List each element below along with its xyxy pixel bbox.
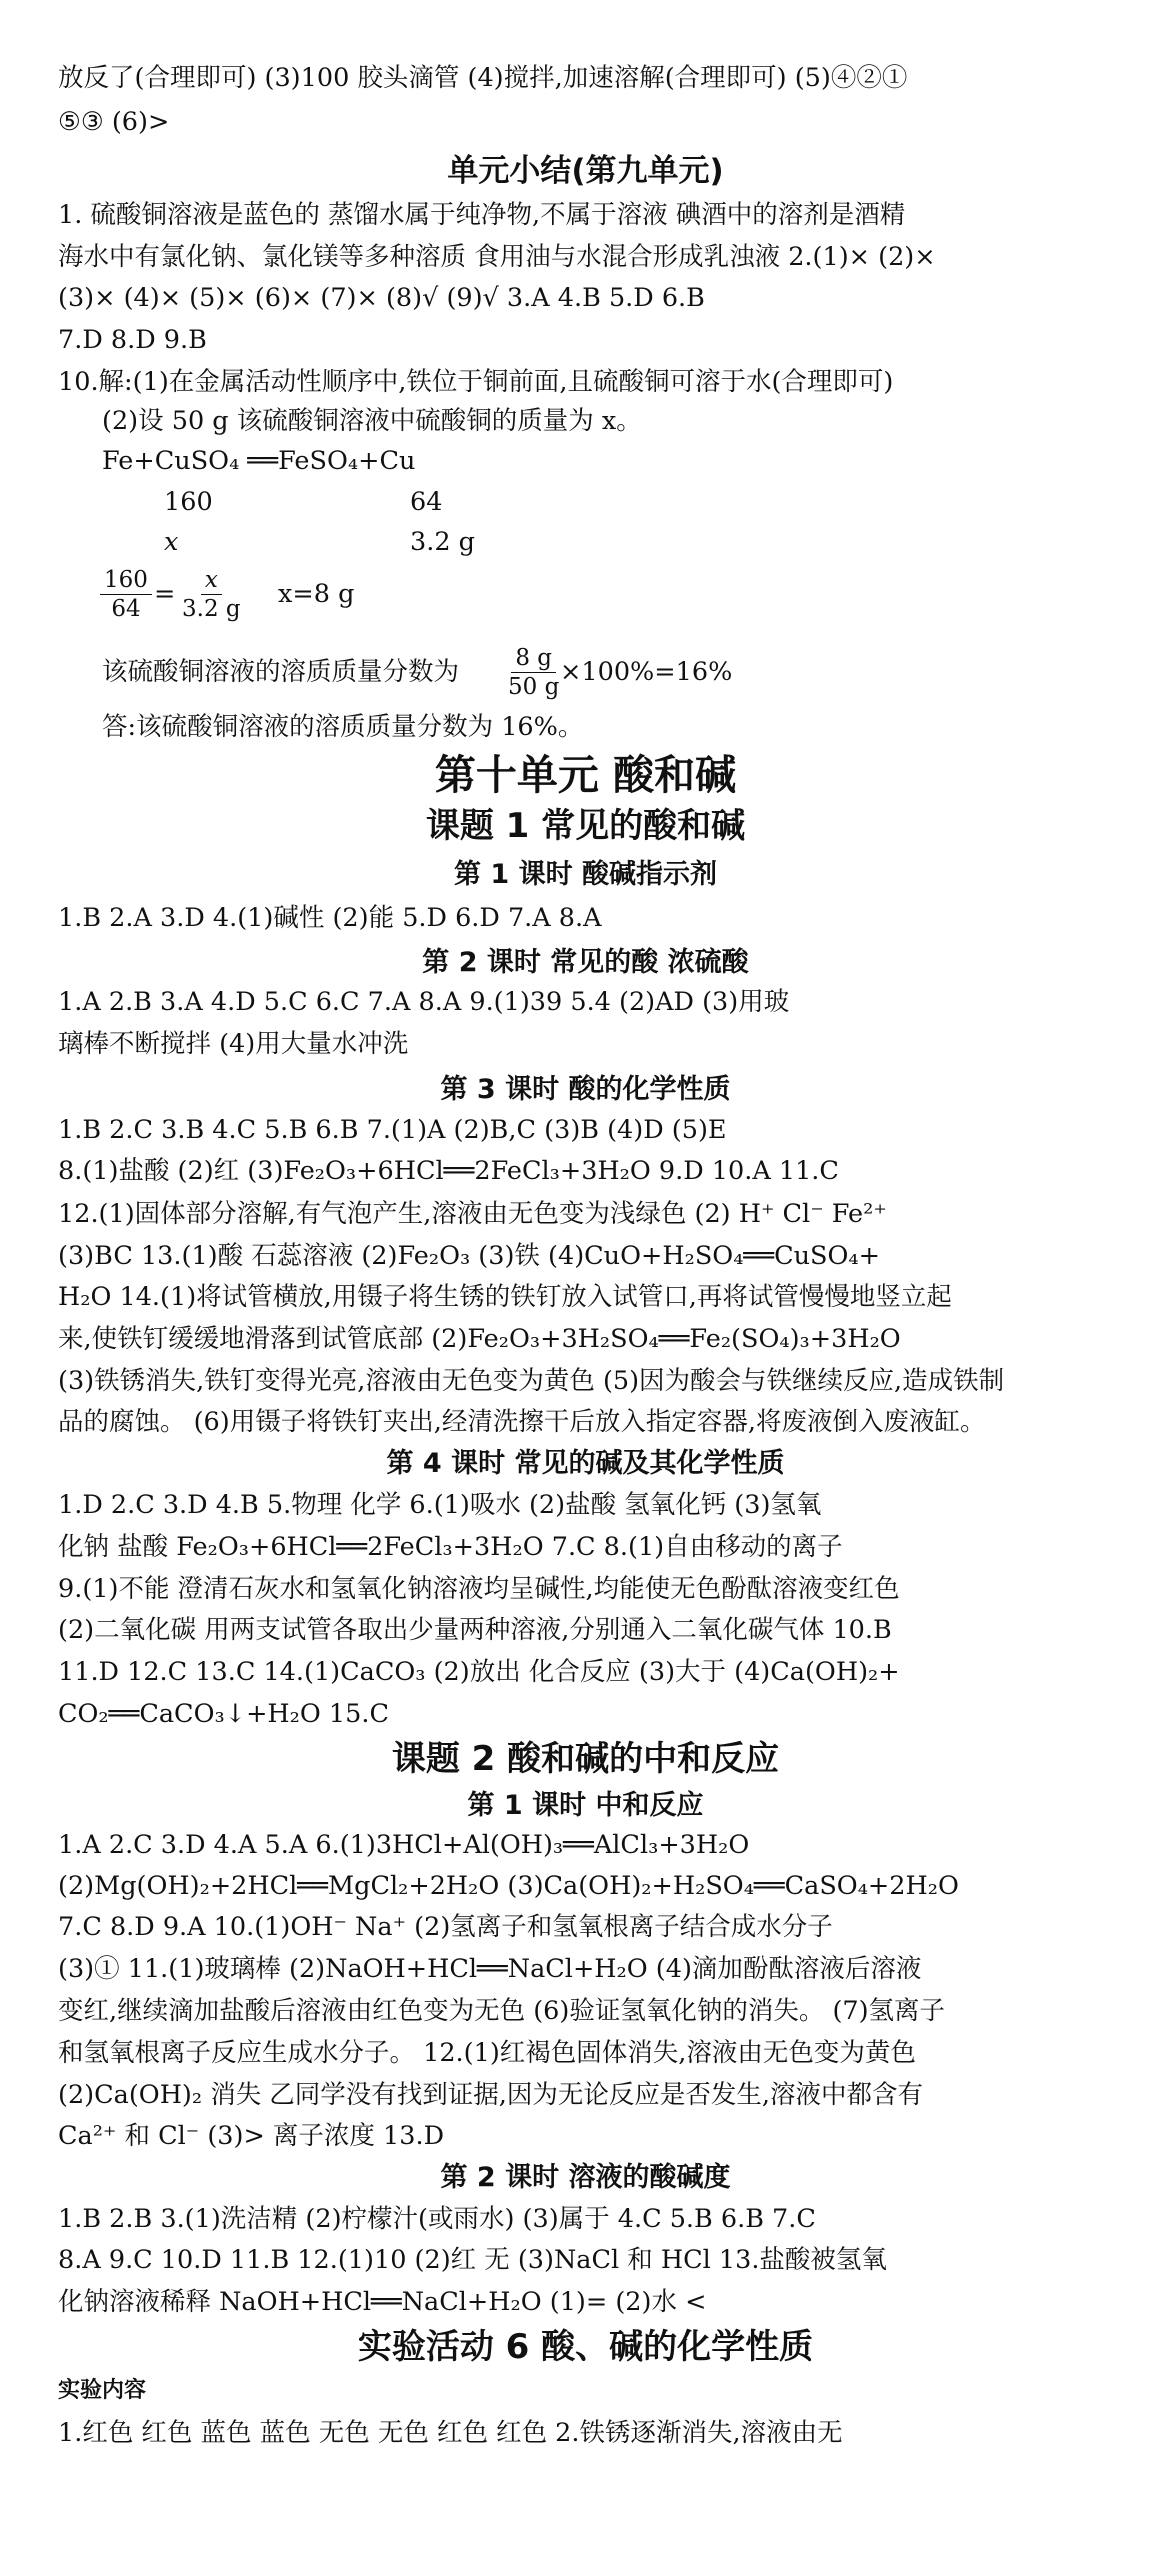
text-line: 7.C 8.D 9.A 10.(1)OH⁻ Na⁺ (2)氢离子和氢氧根离子结合成水分子	[58, 1912, 833, 1942]
text-line: 化钠 盐酸 Fe₂O₃+6HCl══2FeCl₃+3H₂O 7.C 8.(1)自由移动的离子	[58, 1532, 843, 1562]
text-line: 1.A 2.B 3.A 4.D 5.C 6.C 7.A 8.A 9.(1)39 5.4 (2)AD (3)用玻	[58, 987, 790, 1017]
chemical-equation: Fe+CuSO₄ ══FeSO₄+Cu	[102, 446, 416, 476]
calc-value: 64	[410, 487, 443, 517]
text-line: Ca²⁺ 和 Cl⁻ (3)> 离子浓度 13.D	[58, 2121, 445, 2151]
text-line: 1.红色 红色 蓝色 蓝色 无色 无色 红色 红色 2.铁锈逐渐消失,溶液由无	[58, 2418, 843, 2448]
text-line: 8.A 9.C 10.D 11.B 12.(1)10 (2)红 无 (3)NaCl 和 HCl 13.盐酸被氢氧	[58, 2245, 887, 2275]
text-line: (2)Mg(OH)₂+2HCl══MgCl₂+2H₂O (3)Ca(OH)₂+H₂SO₄══CaSO₄+2H₂O	[58, 1871, 959, 1901]
equals-sign: =	[154, 579, 176, 609]
text-line: 和氢氧根离子反应生成水分子。 12.(1)红褐色固体消失,溶液由无色变为黄色	[58, 2038, 916, 2068]
calc-value: 160	[164, 487, 213, 517]
activity-subtitle: 实验内容	[58, 2378, 147, 2403]
fraction-denominator: 50 g	[508, 674, 560, 700]
lesson-title: 第 3 课时 酸的化学性质	[440, 1074, 731, 1105]
text-line: 7.D 8.D 9.B	[58, 325, 207, 355]
text-line: (2)设 50 g 该硫酸铜溶液中硫酸铜的质量为 x。	[102, 406, 642, 436]
lesson-title: 第 2 课时 常见的酸 浓硫酸	[422, 947, 749, 978]
mass-fraction	[504, 644, 563, 701]
text-line: 放反了(合理即可) (3)100 胶头滴管 (4)搅拌,加速溶解(合理即可) (5)④②①	[58, 63, 908, 93]
text-line: 化钠溶液稀释 NaOH+HCl══NaCl+H₂O (1)= (2)水 <	[58, 2287, 707, 2317]
fraction-numerator: 160	[100, 566, 152, 595]
fraction-denominator: 64	[111, 596, 141, 622]
fraction-denominator: 3.2 g	[182, 596, 241, 622]
text-line: 璃棒不断搅拌 (4)用大量水冲洗	[58, 1029, 409, 1059]
text-line: (3)× (4)× (5)× (6)× (7)× (8)√ (9)√ 3.A 4.B 5.D 6.B	[58, 283, 705, 313]
lesson-title: 第 1 课时 中和反应	[467, 1790, 704, 1821]
text-line: 8.(1)盐酸 (2)红 (3)Fe₂O₃+6HCl══2FeCl₃+3H₂O 9.D 10.A 11.C	[58, 1156, 839, 1186]
fraction-suffix: ×100%=16%	[560, 657, 733, 687]
text-line: 1.A 2.C 3.D 4.A 5.A 6.(1)3HCl+Al(OH)₃══AlCl₃+3H₂O	[58, 1830, 750, 1860]
text-line: ⑤③ (6)>	[58, 107, 170, 137]
calc-value: 3.2 g	[410, 527, 475, 557]
text-line: 变红,继续滴加盐酸后溶液由红色变为无色 (6)验证氢氧化钠的消失。 (7)氢离子	[58, 1996, 946, 2026]
text-line: (3)铁锈消失,铁钉变得光亮,溶液由无色变为黄色 (5)因为酸会与铁继续反应,造成铁制	[58, 1366, 1005, 1396]
text-line: 12.(1)固体部分溶解,有气泡产生,溶液由无色变为浅绿色 (2) H⁺ Cl⁻ Fe²⁺	[58, 1199, 887, 1229]
topic-title: 课题 2 酸和碱的中和反应	[391, 1739, 780, 1779]
text-line: 10.解:(1)在金属活动性顺序中,铁位于铜前面,且硫酸铜可溶于水(合理即可)	[58, 367, 894, 397]
lesson-title: 第 4 课时 常见的碱及其化学性质	[386, 1448, 785, 1479]
text-line: (3)① 11.(1)玻璃棒 (2)NaOH+HCl══NaCl+H₂O (4)滴加酚酞溶液后溶液	[58, 1954, 922, 1984]
ratio-fraction	[178, 566, 245, 623]
answer-line: 答:该硫酸铜溶液的溶质质量分数为 16%。	[102, 712, 584, 742]
unit-summary-title: 单元小结(第九单元)	[447, 153, 724, 189]
activity-title: 实验活动 6 酸、碱的化学性质	[357, 2327, 814, 2367]
text-line: CO₂══CaCO₃↓+H₂O 15.C	[58, 1699, 389, 1729]
text-line: (3)BC 13.(1)酸 石蕊溶液 (2)Fe₂O₃ (3)铁 (4)CuO+H₂SO₄══CuSO₄+	[58, 1241, 881, 1271]
text-line: 9.(1)不能 澄清石灰水和氢氧化钠溶液均呈碱性,均能使无色酚酞溶液变红色	[58, 1574, 900, 1604]
calc-value: x	[164, 527, 179, 557]
fraction-prefix: 该硫酸铜溶液的溶质质量分数为	[102, 657, 460, 687]
fraction-numerator: 8 g	[511, 644, 556, 673]
topic-title: 课题 1 常见的酸和碱	[425, 806, 746, 846]
text-line: 1. 硫酸铜溶液是蓝色的 蒸馏水属于纯净物,不属于溶液 碘酒中的溶剂是酒精	[58, 200, 906, 230]
text-line: 品的腐蚀。 (6)用镊子将铁钉夹出,经清洗擦干后放入指定容器,将废液倒入废液缸。	[58, 1407, 986, 1437]
fraction-numerator: x	[201, 566, 222, 595]
text-line: (2)Ca(OH)₂ 消失 乙同学没有找到证据,因为无论反应是否发生,溶液中都含有	[58, 2080, 924, 2110]
text-line: 海水中有氯化钠、氯化镁等多种溶质 食用油与水混合形成乳浊液 2.(1)× (2)×	[58, 242, 936, 272]
text-line: 11.D 12.C 13.C 14.(1)CaCO₃ (2)放出 化合反应 (3)大于 (4)Ca(OH)₂+	[58, 1657, 900, 1687]
ratio-result: x=8 g	[278, 579, 355, 609]
ratio-fraction	[100, 566, 152, 623]
text-line: 1.B 2.C 3.B 4.C 5.B 6.B 7.(1)A (2)B,C (3)B (4)D (5)E	[58, 1115, 727, 1145]
lesson-title: 第 2 课时 溶液的酸碱度	[440, 2162, 731, 2193]
text-line: 来,使铁钉缓缓地滑落到试管底部 (2)Fe₂O₃+3H₂SO₄══Fe₂(SO₄)₃+3H₂O	[58, 1324, 901, 1354]
chapter-title: 第十单元 酸和碱	[434, 751, 737, 799]
lesson-title: 第 1 课时 酸碱指示剂	[454, 859, 717, 890]
text-line: 1.B 2.A 3.D 4.(1)碱性 (2)能 5.D 6.D 7.A 8.A	[58, 903, 602, 933]
text-line: (2)二氧化碳 用两支试管各取出少量两种溶液,分别通入二氧化碳气体 10.B	[58, 1615, 892, 1645]
text-line: H₂O 14.(1)将试管横放,用镊子将生锈的铁钉放入试管口,再将试管慢慢地竖立起	[58, 1282, 952, 1312]
text-line: 1.D 2.C 3.D 4.B 5.物理 化学 6.(1)吸水 (2)盐酸 氢氧化钙 (3)氢氧	[58, 1490, 822, 1520]
text-line: 1.B 2.B 3.(1)洗洁精 (2)柠檬汁(或雨水) (3)属于 4.C 5.B 6.B 7.C	[58, 2204, 816, 2234]
